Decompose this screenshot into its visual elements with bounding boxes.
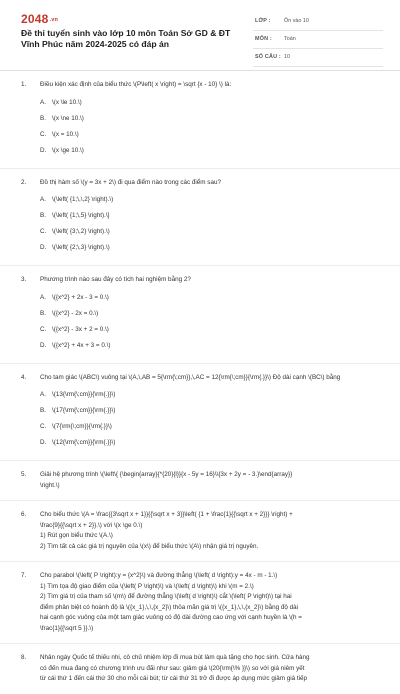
option-letter: C.	[40, 228, 47, 235]
option-text: \({x^2} - 3x + 2 = 0.\)	[52, 325, 109, 333]
question-6	[0, 501, 400, 562]
meta-label: MÔN :	[255, 36, 272, 42]
question-2	[0, 169, 400, 267]
option-text: \(x = 10.\)	[52, 130, 79, 138]
question-number: 5.	[21, 471, 27, 478]
meta-value: Toán	[284, 36, 296, 42]
option-text: \(12{\rm{\;cm}}{\rm{.}}\)	[52, 439, 116, 446]
meta-label: SỐ CÂU :	[255, 54, 281, 60]
option-letter: A.	[40, 196, 46, 203]
question-3	[0, 266, 400, 364]
logo-text: 2048	[21, 12, 49, 26]
meta-value: 10	[284, 54, 290, 60]
option-b[interactable]	[40, 309, 212, 319]
question-number: 1.	[21, 81, 27, 88]
option-a[interactable]	[40, 195, 212, 205]
logo-suffix: .vn	[49, 17, 59, 23]
option-d[interactable]	[40, 438, 212, 448]
option-text: \(17{\rm{\;cm}}{\rm{.}}\)	[52, 407, 116, 414]
option-letter: C.	[40, 423, 47, 430]
option-a[interactable]	[40, 98, 212, 108]
option-letter: D.	[40, 341, 47, 349]
meta-table	[253, 13, 383, 67]
question-line: có đến mua đang có chương trình ưu đãi như sau: giảm giá \(20{\rm{\% }}\) so với giá niêm yết	[40, 664, 305, 672]
question-number: 2.	[21, 178, 27, 186]
question-number: 7.	[21, 572, 27, 579]
option-text: \(7{\rm{\;cm}}{\rm{.}}\)	[52, 423, 112, 430]
question-line: Cho parabol \(\left( P \right):y = {x^2}\) và đường thẳng \(\left( d \right):y = 4x - m - 1.\)	[40, 572, 278, 579]
option-text: \(\left( {2;\,3} \right).\)	[52, 244, 110, 251]
option-letter: B.	[40, 212, 46, 219]
question-7	[0, 562, 400, 644]
meta-row-subject	[253, 31, 383, 49]
option-d[interactable]	[40, 341, 212, 351]
answer-options	[40, 192, 380, 256]
question-line: 1) Rút gọn biểu thức \(A.\)	[40, 532, 113, 539]
question-text: Phương trình nào sau đây có tích hai nghiệm bằng 2?	[40, 276, 191, 283]
option-text: \(\left( {1;\,5} \right).\]	[52, 212, 110, 219]
option-c[interactable]	[40, 130, 212, 140]
option-b[interactable]	[40, 211, 212, 221]
option-c[interactable]	[40, 422, 212, 432]
option-letter: C.	[40, 325, 47, 333]
option-letter: C.	[40, 130, 47, 138]
question-number: 3.	[21, 276, 27, 283]
question-line: điểm phân biệt có hoành độ là \({x_1},\,\,{x_2}\) thỏa mãn giá trị \({x_1},\,\,{x_2}\) bằng độ dài	[40, 603, 299, 611]
option-text: \(13{\rm{\;cm}}{\rm{.}}\)	[52, 391, 116, 398]
option-text: \({x^2} - 2x = 0.\)	[52, 309, 99, 317]
meta-label: LỚP :	[255, 18, 271, 24]
option-a[interactable]	[40, 293, 212, 303]
option-text: \({x^2} + 2x - 3 = 0.\)	[52, 293, 109, 301]
question-line: \frac{9}{{\sqrt x + 2}}.\) với \(x \ge 0.\)	[40, 521, 143, 529]
question-text	[40, 510, 380, 552]
question-line: 2) Tìm tất cả các giá trị nguyên của \(x\) để biểu thức \(A\) nhận giá trị nguyên.	[40, 542, 259, 550]
document-title: Đề thi tuyển sinh vào lớp 10 môn Toán Sở GD & ĐT Vĩnh Phúc năm 2024-2025 có đáp án	[21, 28, 231, 49]
question-line: Nhân ngày Quốc tế thiếu nhi, cô chủ nhiệm lớp đi mua bút làm quà tặng cho học sinh. Cửa hàng	[40, 654, 310, 661]
question-text: Cho tam giác \(ABC\) vuông tại \(A,\,AB = 5{\rm{\;cm}},\,AC = 12{\rm{\;cm}}{\rm{.}}\) Độ dài cạnh \(BC\) bằng	[40, 373, 341, 381]
option-letter: A.	[40, 98, 46, 106]
option-text: \(x \ne 10.\)	[52, 114, 84, 122]
question-line: hai cạnh góc vuông của một tam giác vuông có độ dài đường cao ứng với cạnh huyền là \(h =	[40, 614, 302, 621]
option-text: \(\left( {3;\,2} \right).\)	[52, 228, 110, 235]
question-line: Cho biểu thức \(A = \frac{{3\sqrt x + 1}}{{\sqrt x + 3}}\left( {1 + \frac{1}{{\sqrt x + 2}}} \right) +	[40, 511, 293, 518]
option-text: \({x^2} + 4x + 3 = 0.\)	[52, 341, 111, 349]
question-text: Đồ thị hàm số \(y = 3x + 2\) đi qua điểm nào trong các điểm sau?	[40, 178, 221, 186]
meta-value: Ôn vào 10	[284, 18, 309, 24]
question-number: 8.	[21, 654, 27, 661]
option-d[interactable]	[40, 146, 212, 156]
option-c[interactable]	[40, 325, 212, 335]
meta-row-class	[253, 13, 383, 31]
option-b[interactable]	[40, 114, 212, 124]
option-d[interactable]	[40, 243, 212, 253]
question-text	[40, 470, 380, 491]
answer-options	[40, 387, 380, 451]
question-5	[0, 461, 400, 501]
option-b[interactable]	[40, 406, 212, 416]
question-line: \frac{1}{{\sqrt 5 }}.\)	[40, 624, 94, 632]
option-letter: D.	[40, 439, 47, 446]
question-4	[0, 364, 400, 462]
question-text	[40, 653, 380, 685]
option-letter: A.	[40, 293, 46, 301]
option-a[interactable]	[40, 390, 212, 400]
question-text: Điều kiện xác định của biểu thức \(P\left( x \right) = \sqrt {x - 10} \) là:	[40, 81, 232, 88]
document-header	[0, 0, 400, 70]
answer-options	[40, 95, 380, 159]
question-number: 6.	[21, 511, 27, 518]
question-line: \right.\)	[40, 481, 60, 489]
option-c[interactable]	[40, 227, 212, 237]
question-1	[0, 71, 400, 169]
question-line: Giải hệ phương trình \(\left\{ {\begin{array}{*{20}{l}}{x - 5y = 16}\\{3x + 2y = - 3.}\end{array}}	[40, 471, 293, 478]
question-line: 1) Tìm tọa độ giao điểm của \(\left( P \right)\) và \(\left( d \right)\) khi \(m = 2.\)	[40, 582, 254, 590]
question-line: 2) Tìm giá trị của tham số \(m\) để đường thẳng \(\left( d \right)\) cắt \(\left( P \right)\) tại hai	[40, 593, 292, 600]
site-logo[interactable]	[21, 12, 58, 26]
option-letter: D.	[40, 244, 47, 251]
meta-row-count	[253, 49, 383, 67]
option-letter: B.	[40, 407, 46, 414]
question-line: từ cái thứ 1 đến cái thứ 30 cho mỗi cái bút; từ cái thứ 31 trở đi được áp dụng mức giảm giá tiếp	[40, 675, 308, 682]
question-list	[0, 71, 400, 694]
option-text: \(x \ge 10.\)	[52, 146, 84, 154]
option-text: \(x \le 10.\)	[52, 98, 82, 106]
option-letter: A.	[40, 391, 46, 398]
option-letter: B.	[40, 114, 46, 122]
option-text: \(\left( {1;\,\,2} \right).\)	[52, 196, 114, 203]
question-8	[0, 644, 400, 694]
option-letter: D.	[40, 146, 47, 154]
option-letter: B.	[40, 309, 46, 317]
question-number: 4.	[21, 373, 27, 381]
question-text	[40, 571, 380, 634]
answer-options	[40, 290, 380, 354]
